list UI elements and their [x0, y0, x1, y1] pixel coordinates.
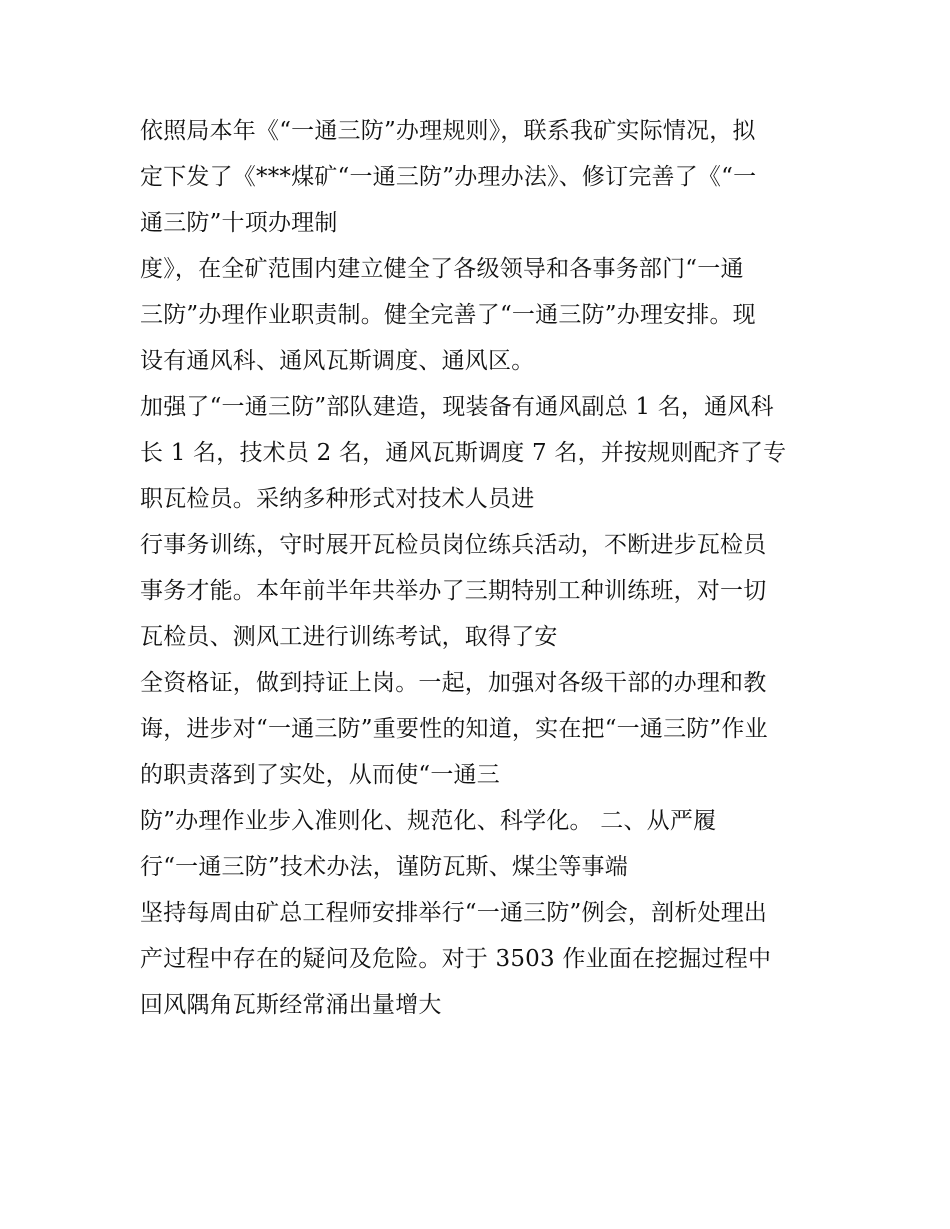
text-line: 防”办理作业步入准则化、规范化、科学化。 二、从严履	[140, 808, 717, 834]
text-line: 事务才能。本年前半年共举办了三期特别工种训练班，对一切	[140, 578, 767, 604]
text-line: 诲，进步对“一通三防”重要性的知道，实在把“一通三防”作业	[140, 716, 768, 742]
text-line: 的职责落到了实处，从而使“一通三	[140, 762, 500, 788]
text-line: 度》，在全矿范围内建立健全了各级领导和各事务部门“一通	[140, 256, 744, 282]
text-line: 行“一通三防”技术办法，谨防瓦斯、煤尘等事端	[140, 854, 628, 880]
text-line: 通三防”十项办理制	[140, 210, 338, 236]
text-line: 定下发了《***煤矿“一通三防”办理办法》、修订完善了《“一	[140, 164, 757, 190]
text-line: 回风隅角瓦斯经常涌出量增大	[140, 992, 442, 1018]
text-line: 产过程中存在的疑问及危险。对于 3503 作业面在挖掘过程中	[140, 946, 772, 972]
text-line: 长 1 名，技术员 2 名，通风瓦斯调度 7 名，并按规则配齐了专	[140, 440, 787, 466]
text-line: 设有通风科、通风瓦斯调度、通风区。	[140, 348, 535, 374]
text-line: 依照局本年《“一通三防”办理规则》，联系我矿实际情况，拟	[140, 118, 756, 144]
text-line: 三防”办理作业职责制。健全完善了“一通三防”办理安排。现	[140, 302, 756, 328]
text-line: 加强了“一通三防”部队建造，现装备有通风副总 1 名，通风科	[140, 394, 774, 420]
text-line: 行事务训练，守时展开瓦检员岗位练兵活动，不断进步瓦检员	[140, 532, 767, 558]
text-line: 全资格证，做到持证上岗。一起，加强对各级干部的办理和教	[140, 670, 767, 696]
text-line: 瓦检员、测风工进行训练考试，取得了安	[140, 624, 558, 650]
document-body-text	[140, 108, 830, 1028]
text-line: 职瓦检员。采纳多种形式对技术人员进	[140, 486, 535, 512]
text-line: 坚持每周由矿总工程师安排举行“一通三防”例会，剖析处理出	[140, 900, 768, 926]
